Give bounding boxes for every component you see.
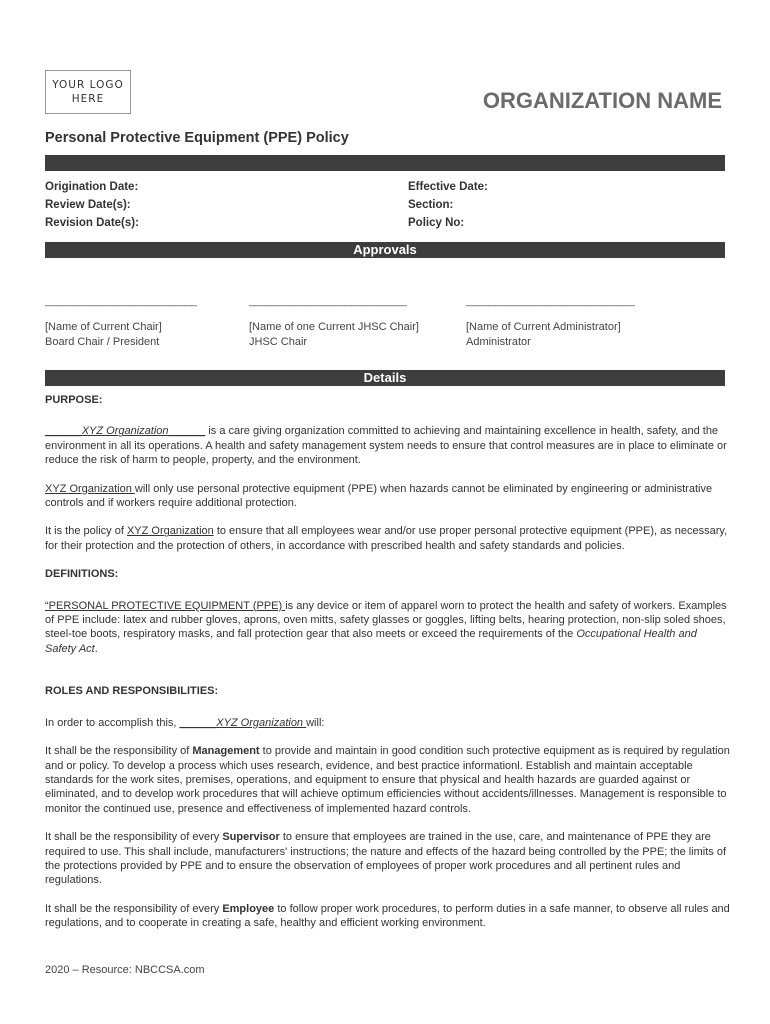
signer-name: [Name of Current Administrator] [466, 321, 621, 333]
org-name-inline: XYZ Organization [81, 425, 169, 438]
details-bar: Details [45, 370, 725, 386]
org-blank: ______ [179, 716, 217, 729]
act-name: Occupational Health and Safety Act [45, 628, 697, 655]
revision-date-label: Revision Date(s): [45, 217, 139, 229]
signature-line-1: ___________________________ [45, 295, 197, 307]
policy-no-label: Policy No: [408, 217, 465, 229]
definitions-heading: DEFINITIONS: [45, 568, 119, 581]
definition-paragraph [45, 599, 730, 657]
paragraph-text: to ensure that all employees wear and/or use proper personal protective equipment (PPE), as necessary, for their protection and the protection of others, in accordance with prescribed health and safety standards and policies. [45, 525, 728, 552]
signer-name: [Name of Current Chair] [45, 321, 162, 333]
meta-right-column [408, 178, 488, 232]
paragraph-text: is a care giving organization committed to achieving and maintaining excellence in health, safety, and the environment in all its operations. A health and safety management system needs to ensure that control measures are in place to eliminate or reduce the risk of harm to people, property, and the environment. [45, 425, 727, 467]
paragraph-text: It shall be the responsibility of [45, 745, 193, 758]
logo-line1: YOUR LOGO [52, 79, 124, 91]
signature-line-2: ____________________________ [249, 295, 407, 307]
policy-title: Personal Protective Equipment (PPE) Policy [45, 130, 349, 146]
role-name: Employee [222, 902, 275, 915]
signer-name: [Name of one Current JHSC Chair] [249, 321, 419, 333]
paragraph-text: will only use personal protective equipment (PPE) when hazards cannot be eliminated by engineering or administrative controls and if workers require additional protection. [45, 482, 713, 510]
review-date-label: Review Date(s): [45, 199, 131, 211]
paragraph-text: to ensure that employees are trained in the use, care, and maintenance of PPE they are required to use. This shall include, manufacturers' instructions; the nature and effects of the hazard being controlled by the PPE; the limits of the protections provided by PPE and to ensure the observation of employees of proper work procedures and all pertinent rules and regulations. [45, 831, 727, 887]
logo-line2: HERE [71, 93, 105, 105]
section-label: Section: [408, 199, 454, 211]
paragraph-text: will: [306, 716, 325, 729]
signer-role: JHSC Chair [249, 336, 308, 348]
paragraph-text: is any device or item of apparel worn to protect the health and safety of workers. Examples of PPE include: latex and rubber gloves, aprons, oven mitts, safety glasses or goggles, lifting belts, hearing protection, non-slip soled shoes, steel-toe boots, respiratory masks, and fall protection gear that also meets or exceed the requirements of the [45, 599, 727, 641]
roles-intro [45, 716, 730, 730]
header-divider-bar [45, 155, 725, 171]
signer-chair [45, 320, 162, 350]
footer-resource: 2020 – Resource: NBCCSA.com [45, 964, 205, 976]
approvals-bar: Approvals [45, 242, 725, 258]
details-body [45, 393, 730, 931]
paragraph-text: . [94, 642, 98, 655]
org-blank-after: ______ [168, 425, 206, 438]
origination-date-label: Origination Date: [45, 181, 139, 193]
meta-left-column [45, 178, 139, 232]
role-name: Supervisor [222, 831, 280, 844]
signer-administrator [466, 320, 621, 350]
paragraph-text: It shall be the responsibility of every [45, 902, 223, 915]
org-name-inline: XYZ Organization [216, 716, 307, 729]
supervisor-paragraph [45, 830, 730, 888]
purpose-paragraph-1 [45, 424, 730, 467]
paragraph-text: In order to accomplish this, [45, 716, 180, 729]
paragraph-text: to follow proper work procedures, to perform duties in a safe manner, to observe all rules and regulations, and to cooperate in creating a safe, healthy and efficient working environment. [45, 902, 730, 930]
purpose-heading: PURPOSE: [45, 394, 103, 406]
effective-date-label: Effective Date: [408, 181, 488, 193]
signer-role: Board Chair / President [45, 336, 160, 348]
signer-role: Administrator [466, 336, 531, 348]
org-name-inline: XYZ Organization [45, 482, 135, 495]
organization-name: ORGANIZATION NAME [482, 88, 722, 113]
role-name: Management [192, 745, 260, 758]
employee-paragraph [45, 902, 730, 931]
signature-line-3: ______________________________ [466, 295, 635, 307]
paragraph-text: It shall be the responsibility of every [45, 831, 223, 844]
signer-jhsc [249, 320, 419, 350]
logo-placeholder [45, 70, 131, 114]
management-paragraph [45, 744, 730, 816]
paragraph-text: It is the policy of [45, 525, 127, 538]
ppe-term: “PERSONAL PROTECTIVE EQUIPMENT (PPE) [45, 599, 286, 612]
purpose-paragraph-2 [45, 482, 730, 511]
org-name-inline: XYZ Organization [126, 525, 214, 538]
purpose-paragraph-3 [45, 524, 730, 553]
roles-heading: ROLES AND RESPONSIBILITIES: [45, 685, 219, 698]
paragraph-text: to provide and maintain in good condition such protective equipment as is required by regulation and or policy. To develop a process which uses research, evidence, and best practice informationl. Establish and maintain acceptable standards for the work sites, premises, operations, and equipment to ensure that physical and health hazards are guarded against or eliminated, and to develop work procedures that will achieve optimum efficiencies without accidents/illnesses. Management is responsible to monitor the continued use, presence and effectiveness of implemented hazard controls. [45, 745, 730, 815]
org-blank: ______ [45, 425, 82, 438]
